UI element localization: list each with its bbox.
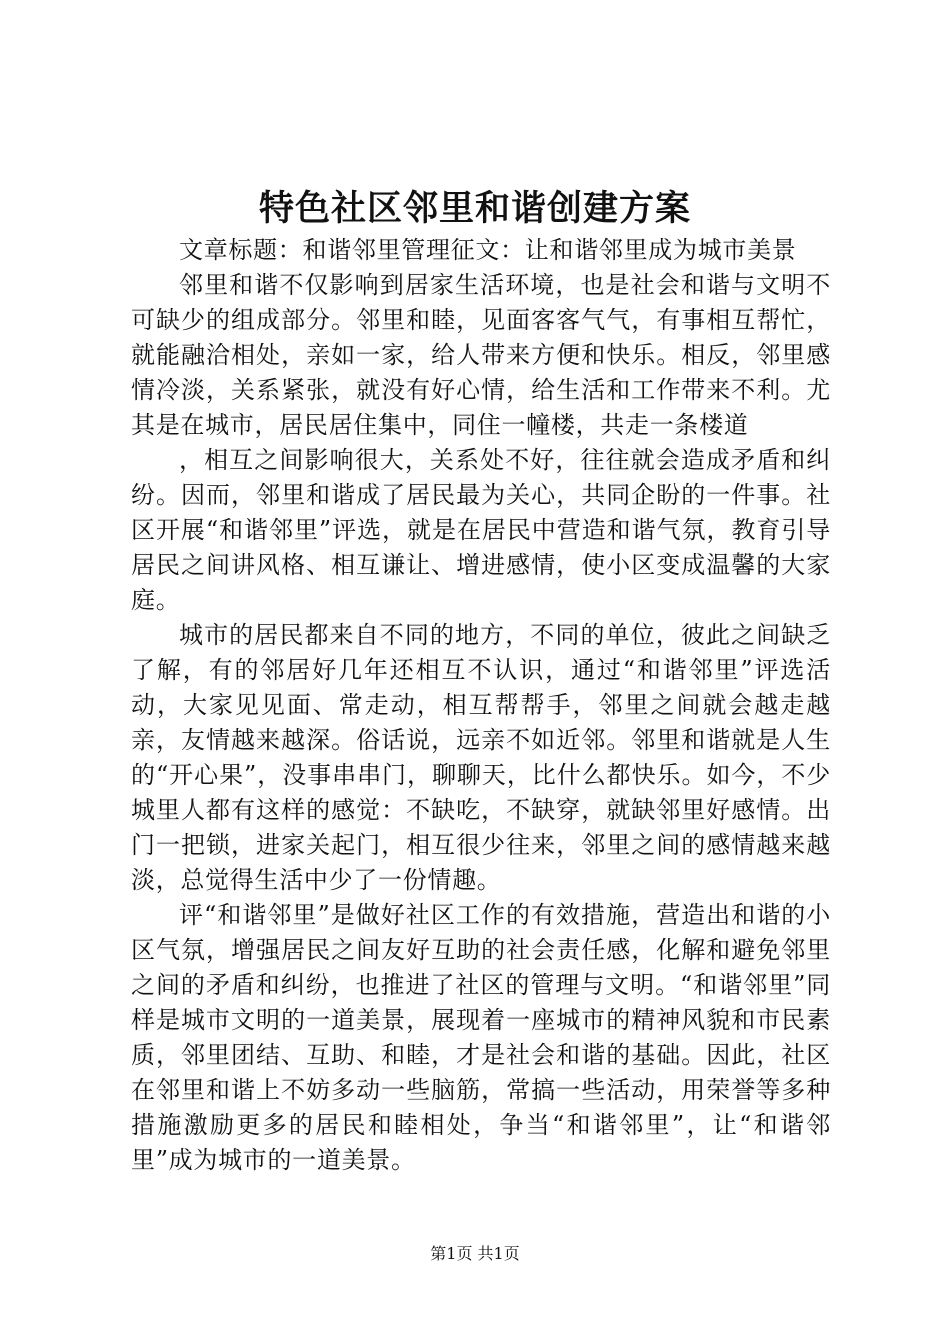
paragraph: 评“和谐邻里”是做好社区工作的有效措施，营造出和谐的小区气氛，增强居民之间友好互助的社会责任感，化解和避免邻里之间的矛盾和纠纷，也推进了社区的管理与文明。“和谐邻里”同样是城市文明的一道美景，展现着一座城市的精神风貌和市民素质，邻里团结、互助、和睦，才是社会和谐的基础。因此，社区在邻里和谐上不妨多动一些脑筋，常搞一些活动，用荣誉等多种措施激励更多的居民和睦相处，争当“和谐邻里”，让“和谐邻里”成为城市的一道美景。 — [131, 901, 831, 1174]
document-body — [131, 233, 831, 1178]
paragraph: ，相互之间影响很大，关系处不好，往往就会造成矛盾和纠纷。因而，邻里和谐成了居民最为关心，共同企盼的一件事。社区开展“和谐邻里”评选，就是在居民中营造和谐气氛，教育引导居民之间讲风格、相互谦让、增进感情，使小区变成温馨的大家庭。 — [131, 446, 831, 614]
paragraph: 邻里和谐不仅影响到居家生活环境，也是社会和谐与文明不可缺少的组成部分。邻里和睦，见面客客气气，有事相互帮忙，就能融洽相处，亲如一家，给人带来方便和快乐。相反，邻里感情冷淡，关系紧张，就没有好心情，给生活和工作带来不利。尤其是在城市，居民居住集中，同住一幢楼，共走一条楼道 — [131, 271, 831, 439]
page-footer: 第1页 共1页 — [430, 1244, 520, 1263]
paragraph-article-heading: 文章标题：和谐邻里管理征文：让和谐邻里成为城市美景 — [179, 236, 797, 264]
paragraph: 城市的居民都来自不同的地方，不同的单位，彼此之间缺乏了解，有的邻居好几年还相互不认识，通过“和谐邻里”评选活动，大家见见面、常走动，相互帮帮手，邻里之间就会越走越亲，友情越来越深。俗话说，远亲不如近邻。邻里和谐就是人生的“开心果”，没事串串门，聊聊天，比什么都快乐。如今，不少城里人都有这样的感觉：不缺吃，不缺穿，就缺邻里好感情。出门一把锁，进家关起门，相互很少往来，邻里之间的感情越来越淡，总觉得生活中少了一份情趣。 — [131, 621, 831, 894]
document-title: 特色社区邻里和谐创建方案 — [258, 188, 691, 229]
